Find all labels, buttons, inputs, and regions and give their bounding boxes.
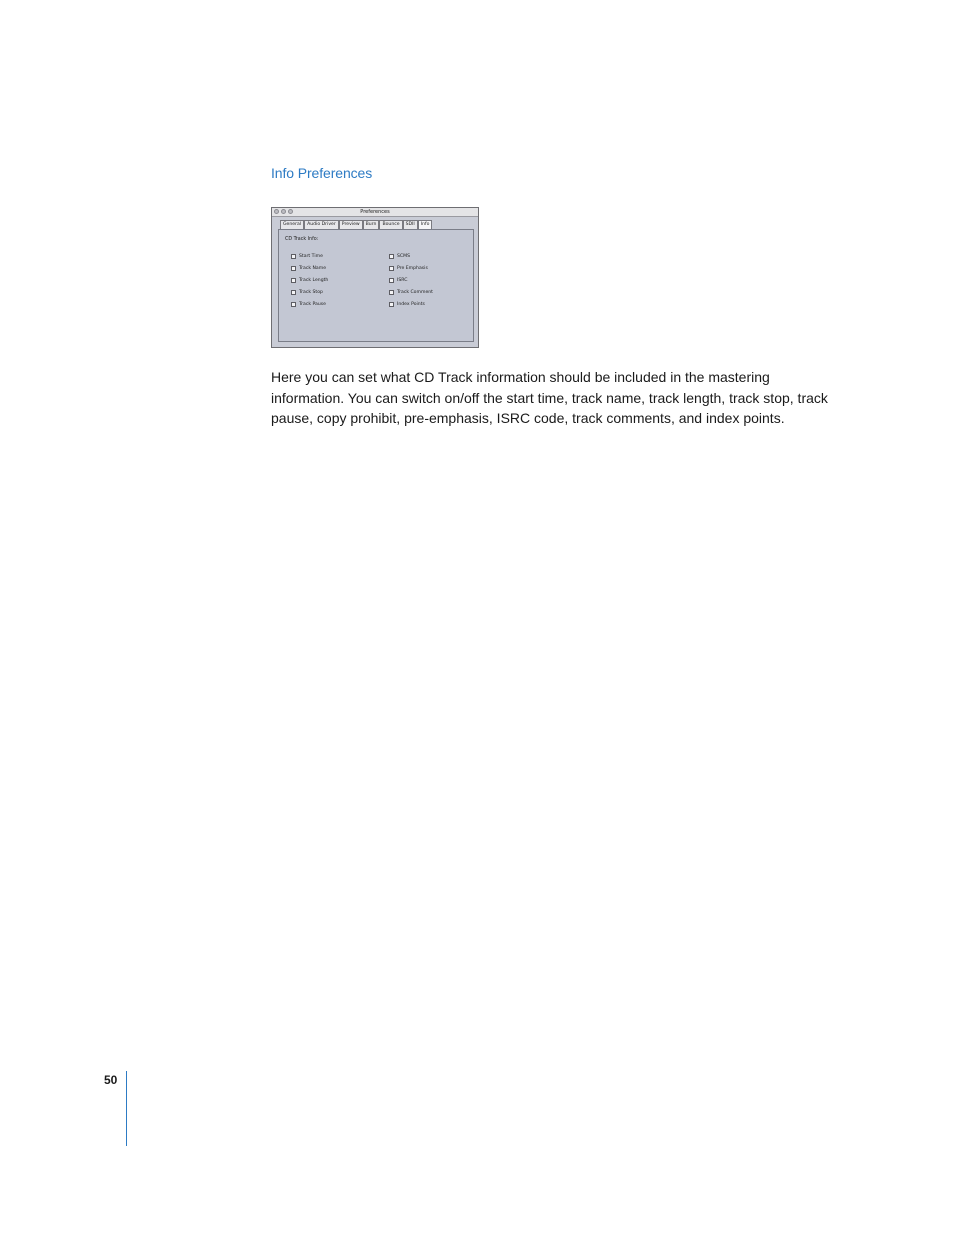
option-label: Track Length bbox=[299, 278, 329, 283]
option-scms[interactable] bbox=[389, 253, 410, 260]
option-track-length[interactable] bbox=[291, 277, 328, 284]
option-label: SCMS bbox=[397, 254, 411, 259]
option-label: Track Comment bbox=[397, 290, 433, 295]
checkbox[interactable] bbox=[291, 254, 296, 259]
page-number: 50 bbox=[104, 1073, 118, 1087]
option-track-name[interactable] bbox=[291, 265, 326, 272]
tab-preview[interactable]: Preview bbox=[339, 220, 363, 229]
body-paragraph: Here you can set what CD Track information should be included in the mastering information. You can switch on/off the start time, track name, track length, track stop, track pause, copy prohibit, pre-emphasis, ISRC code, track comments, and index points. bbox=[271, 369, 828, 426]
group-label: CD Track Info: bbox=[285, 237, 319, 242]
checkbox[interactable] bbox=[389, 302, 394, 307]
tab-bar bbox=[280, 220, 432, 229]
option-label: ISRC bbox=[397, 278, 408, 283]
info-panel bbox=[278, 229, 474, 342]
tab-bounce[interactable]: Bounce bbox=[379, 220, 402, 229]
tab-general[interactable]: General bbox=[280, 220, 304, 229]
option-isrc[interactable] bbox=[389, 277, 407, 284]
option-track-pause[interactable] bbox=[291, 301, 326, 308]
margin-rule bbox=[126, 1071, 127, 1146]
tab-burn[interactable]: Burn bbox=[363, 220, 380, 229]
option-label: Start Time bbox=[299, 254, 323, 259]
option-label: Pre Emphasis bbox=[397, 266, 428, 271]
checkbox[interactable] bbox=[291, 302, 296, 307]
tab-info[interactable]: Info bbox=[418, 220, 433, 229]
checkbox[interactable] bbox=[389, 266, 394, 271]
checkbox[interactable] bbox=[389, 290, 394, 295]
checkbox[interactable] bbox=[389, 278, 394, 283]
window-title: Preferences bbox=[360, 209, 390, 215]
section-title: Info Preferences bbox=[271, 165, 373, 181]
option-track-stop[interactable] bbox=[291, 289, 323, 296]
tab-sdii[interactable]: SDII bbox=[403, 220, 418, 229]
option-label: Track Stop bbox=[299, 290, 323, 295]
option-label: Track Pause bbox=[299, 302, 326, 307]
option-pre-emphasis[interactable] bbox=[389, 265, 428, 272]
option-track-comment[interactable] bbox=[389, 289, 433, 296]
checkbox[interactable] bbox=[291, 278, 296, 283]
tab-audio-driver[interactable]: Audio Driver bbox=[304, 220, 339, 229]
preferences-window-screenshot bbox=[271, 207, 479, 348]
checkbox[interactable] bbox=[291, 290, 296, 295]
option-start-time[interactable] bbox=[291, 253, 323, 260]
window-titlebar bbox=[272, 208, 478, 217]
option-label: Track Name bbox=[299, 266, 327, 271]
checkbox[interactable] bbox=[291, 266, 296, 271]
option-index-points[interactable] bbox=[389, 301, 425, 308]
checkbox[interactable] bbox=[389, 254, 394, 259]
option-label: Index Points bbox=[397, 302, 425, 307]
